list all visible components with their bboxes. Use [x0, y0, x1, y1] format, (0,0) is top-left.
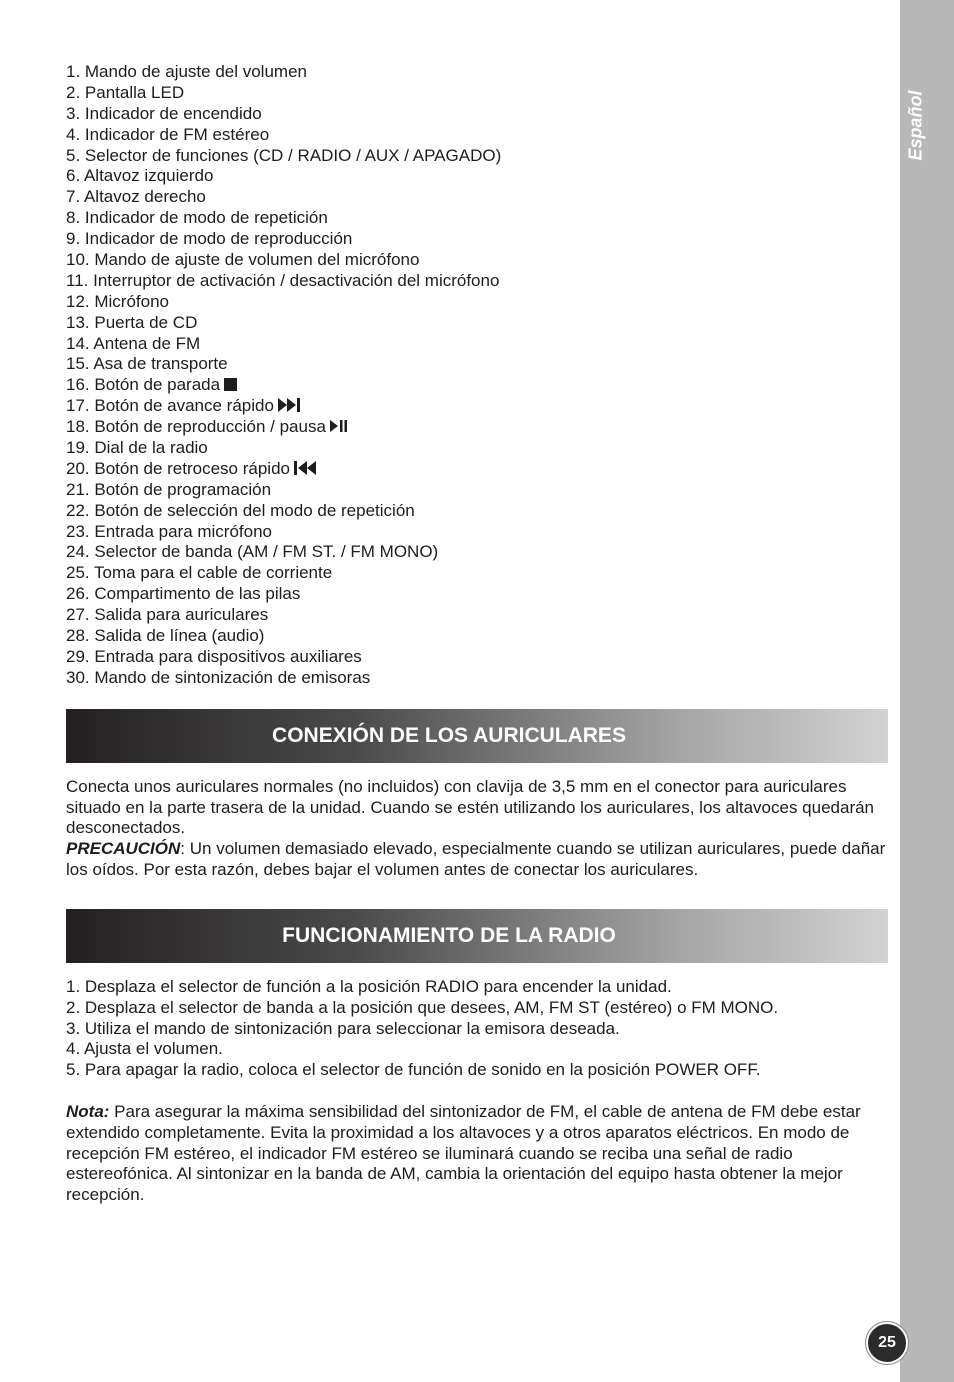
parts-list-item-text: 8. Indicador de modo de repetición — [66, 208, 328, 228]
parts-list-item-text: 25. Toma para el cable de corriente — [66, 563, 333, 583]
headphones-text — [66, 777, 888, 881]
parts-list-item-text: 6. Altavoz izquierdo — [66, 166, 214, 186]
section-header-radio — [66, 909, 888, 963]
parts-list-item — [66, 271, 888, 292]
parts-list-item — [66, 146, 888, 167]
parts-list-item-text: 24. Selector de banda (AM / FM ST. / FM MONO) — [66, 542, 439, 562]
parts-list-item-text: 21. Botón de programación — [66, 479, 272, 499]
parts-list-item — [66, 354, 888, 375]
parts-list-item — [66, 459, 888, 480]
section-header-headphones — [66, 709, 888, 763]
parts-list-item — [66, 375, 888, 396]
parts-list-item-text: 11. Interruptor de activación / desactivación del micrófono — [66, 270, 500, 290]
parts-list-item-text: 12. Micrófono — [66, 291, 169, 311]
rewind-icon — [294, 460, 318, 481]
parts-list-item — [66, 501, 888, 522]
parts-list-item-text: 19. Dial de la radio — [66, 438, 208, 458]
parts-list-item — [66, 292, 888, 313]
caution-label: PRECAUCIÓN — [66, 839, 181, 859]
fast-forward-icon — [278, 397, 302, 418]
parts-list-item-text: 15. Asa de transporte — [66, 354, 228, 374]
parts-list-item-text: 1. Mando de ajuste del volumen — [66, 62, 307, 81]
parts-list-item-text: 17. Botón de avance rápido — [66, 396, 274, 416]
parts-list-item-text: 14. Antena de FM — [66, 333, 201, 353]
parts-list-item — [66, 647, 888, 668]
parts-list-item-text: 29. Entrada para dispositivos auxiliares — [66, 646, 362, 666]
parts-list-item-text: 26. Compartimento de las pilas — [66, 584, 301, 604]
parts-list-item-text: 4. Indicador de FM estéreo — [66, 124, 270, 144]
parts-list-item-text: 28. Salida de línea (audio) — [66, 626, 265, 646]
parts-list-item-text: 5. Selector de funciones (CD / RADIO / AUX / APAGADO) — [66, 145, 502, 165]
page-number-badge — [866, 1322, 908, 1364]
parts-list-item-text: 27. Salida para auriculares — [66, 605, 269, 625]
note-label: Nota: — [66, 1102, 110, 1122]
section-title-headphones: CONEXIÓN DE LOS AURICULARES — [272, 723, 626, 747]
parts-list — [66, 62, 888, 689]
parts-list-item-text: 22. Botón de selección del modo de repetición — [66, 500, 415, 520]
page-content — [66, 62, 888, 1206]
language-label: Español — [905, 89, 926, 161]
parts-list-item — [66, 83, 888, 104]
parts-list-item — [66, 417, 888, 438]
parts-list-item — [66, 62, 888, 83]
parts-list-item-text: 18. Botón de reproducción / pausa — [66, 417, 326, 437]
stop-icon — [224, 376, 237, 397]
radio-step: 5. Para apagar la radio, coloca el selector de función de sonido en la posición POWER OFF. — [66, 1060, 761, 1080]
caution-paragraph — [66, 839, 888, 881]
parts-list-item — [66, 626, 888, 647]
parts-list-item — [66, 542, 888, 563]
parts-list-item-text: 13. Puerta de CD — [66, 312, 198, 332]
parts-list-item — [66, 668, 888, 689]
parts-list-item — [66, 104, 888, 125]
parts-list-item — [66, 250, 888, 271]
note-text: Para asegurar la máxima sensibilidad del sintonizador de FM, el cable de antena de FM debe estar extendido completamente. Evita la proximidad a los altavoces y a otros aparatos eléctricos. En modo de recepción FM estéreo, el indicador FM estéreo se iluminará cuando se reciba una señal de radio estereofónica. Al sintonizar en la banda de AM, cambia la orientación del equipo hasta obtener la mejor recepción. — [66, 1102, 861, 1205]
page-number: 25 — [878, 1334, 896, 1351]
parts-list-item-text: 7. Altavoz derecho — [66, 187, 206, 207]
parts-list-item-text: 2. Pantalla LED — [66, 82, 185, 102]
parts-list-item — [66, 563, 888, 584]
parts-list-item — [66, 480, 888, 501]
parts-list-item-text: 10. Mando de ajuste de volumen del micrófono — [66, 250, 420, 270]
play-pause-icon — [330, 418, 348, 439]
caution-text: : Un volumen demasiado elevado, especialmente cuando se utilizan auriculares, puede dañar los oídos. Por esta razón, debes bajar el volumen antes de conectar los auriculares. — [66, 839, 886, 879]
parts-list-item — [66, 166, 888, 187]
headphones-paragraph: Conecta unos auriculares normales (no incluidos) con clavija de 3,5 mm en el conector para auriculares situado en la parte trasera de la unidad. Cuando se estén utilizando los auriculares, los altavoces quedarán desconectados. — [66, 776, 875, 838]
radio-steps — [66, 977, 888, 1082]
parts-list-item — [66, 334, 888, 355]
parts-list-item — [66, 522, 888, 543]
parts-list-item — [66, 229, 888, 250]
parts-list-item — [66, 208, 888, 229]
radio-step: 1. Desplaza el selector de función a la posición RADIO para encender la unidad. — [66, 976, 672, 996]
radio-step: 2. Desplaza el selector de banda a la posición que desees, AM, FM ST (estéreo) o FM MONO. — [66, 997, 779, 1017]
note-paragraph — [66, 1102, 888, 1206]
parts-list-item-text: 30. Mando de sintonización de emisoras — [66, 667, 371, 687]
section-title-radio: FUNCIONAMIENTO DE LA RADIO — [282, 923, 616, 947]
radio-step: 3. Utiliza el mando de sintonización para seleccionar la emisora deseada. — [66, 1018, 620, 1038]
parts-list-item-text: 23. Entrada para micrófono — [66, 521, 273, 541]
parts-list-item-text: 3. Indicador de encendido — [66, 103, 262, 123]
parts-list-item — [66, 125, 888, 146]
parts-list-item — [66, 187, 888, 208]
parts-list-item-text: 16. Botón de parada — [66, 375, 221, 395]
parts-list-item — [66, 396, 888, 417]
parts-list-item — [66, 313, 888, 334]
parts-list-item-text: 9. Indicador de modo de reproducción — [66, 229, 353, 249]
radio-step: 4. Ajusta el volumen. — [66, 1039, 223, 1059]
language-tab — [902, 80, 930, 170]
parts-list-item — [66, 584, 888, 605]
parts-list-item — [66, 438, 888, 459]
parts-list-item-text: 20. Botón de retroceso rápido — [66, 458, 290, 478]
side-band — [900, 0, 954, 1382]
parts-list-item — [66, 605, 888, 626]
